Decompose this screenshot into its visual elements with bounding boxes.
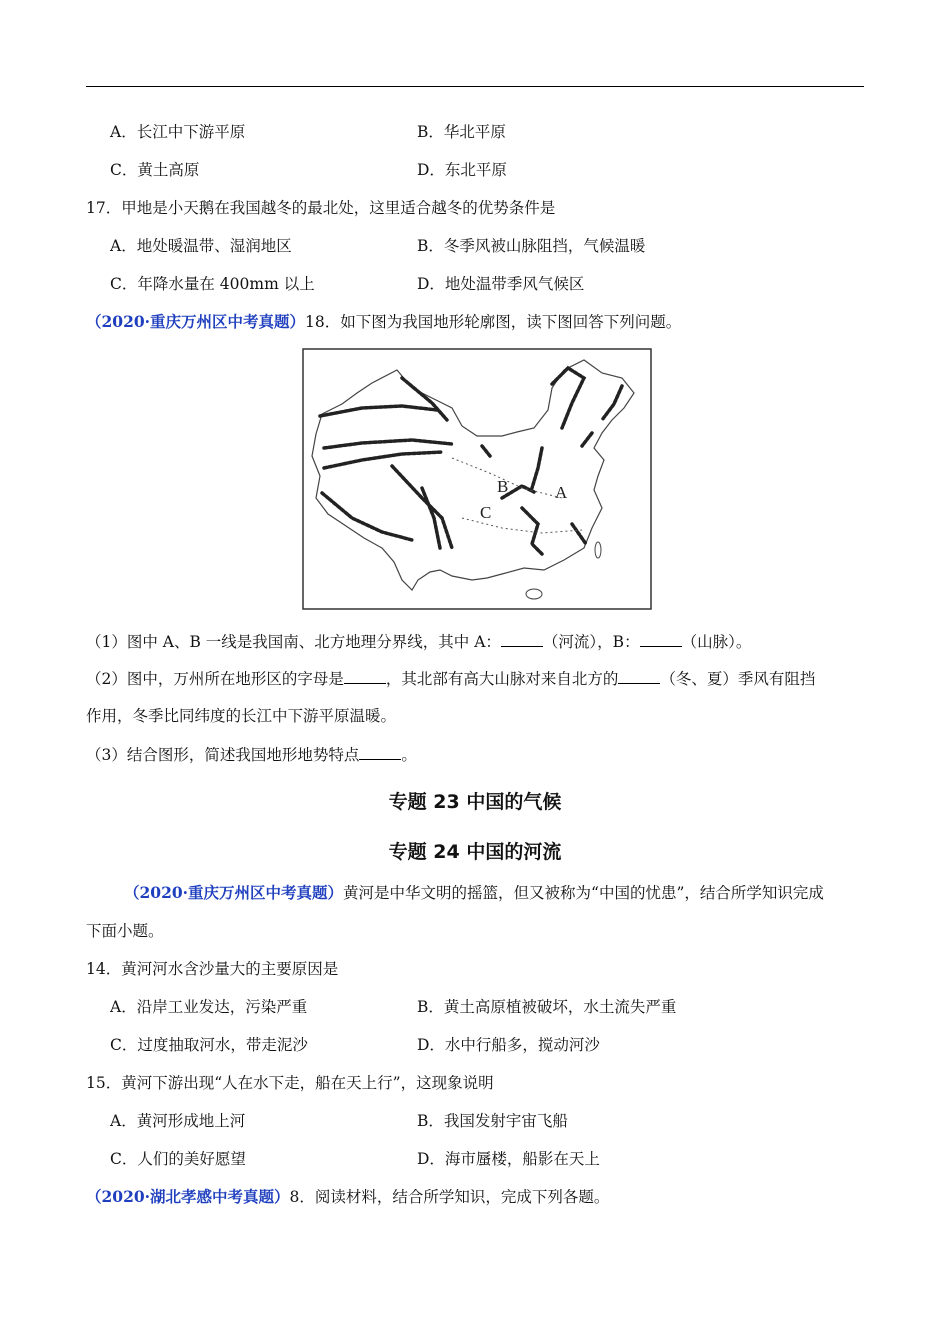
q14-option-d: D．水中行船多，搅动河沙 [417,1036,600,1054]
answer-blank-season[interactable] [618,669,660,684]
q14-option-a: A．沿岸工业发达，污染严重 [110,998,308,1016]
q14-option-c: C．过度抽取河水，带走泥沙 [110,1036,308,1054]
map-label-c: C [480,503,492,522]
q18-part2-cont: 作用，冬季比同纬度的长江中下游平原温暖。 [86,707,397,725]
q17-option-c: C．年降水量在 400mm 以上 [110,275,315,293]
map-label-a: A [555,483,568,502]
q18-part1 [86,632,751,652]
intro-paragraph-cont: 下面小题。 [86,922,164,940]
q18-part2 [86,669,815,689]
answer-blank-letter[interactable] [344,669,386,684]
map-label-b: B [497,477,509,496]
q18-part3-text-b: 。 [401,746,417,764]
q15-stem: 15．黄河下游出现“人在水下走，船在天上行”，这现象说明 [86,1074,494,1092]
q16-option-b: B．华北平原 [417,123,506,141]
answer-blank-river[interactable] [501,632,543,647]
q18-question [86,312,681,332]
china-terrain-map [302,348,652,610]
q18-part1-text-b: （河流），B： [542,633,640,651]
q14-stem: 14．黄河河水含沙量大的主要原因是 [86,960,339,978]
q18-part1-text-a: （1）图中 A、B 一线是我国南、北方地理分界线，其中 A： [86,633,501,651]
answer-blank-mountain[interactable] [640,632,682,647]
q8-stem: 8．阅读材料，结合所学知识，完成下列各题。 [289,1188,610,1206]
q18-stem: 18．如下图为我国地形轮廓图，读下图回答下列问题。 [305,313,682,331]
q15-option-a: A．黄河形成地上河 [110,1112,246,1130]
q17-option-d: D．地处温带季风气候区 [417,275,585,293]
q16-option-d: D．东北平原 [417,161,507,179]
q17-option-b: B．冬季风被山脉阻挡，气候温暖 [417,237,646,255]
q15-option-d: D．海市蜃楼，船影在天上 [417,1150,600,1168]
q18-part2-text-b: ，其北部有高大山脉对来自北方的 [385,670,619,688]
q18-part3-text-a: （3）结合图形，简述我国地形地势特点 [86,746,360,764]
q17-option-a: A．地处暖温带、湿润地区 [110,237,292,255]
q18-source: （2020·重庆万州区中考真题） [86,312,306,331]
intro-paragraph [124,883,824,903]
q8-question [86,1187,609,1207]
q16-option-a: A．长江中下游平原 [110,123,246,141]
q18-part3 [86,745,417,765]
q18-part2-text-c: （冬、夏）季风有阻挡 [660,670,816,688]
answer-blank-terrain[interactable] [359,745,401,760]
intro-text: 黄河是中华文明的摇篮，但又被称为“中国的忧患”，结合所学知识完成 [343,884,824,902]
q16-option-c: C．黄土高原 [110,161,200,179]
q15-option-c: C．人们的美好愿望 [110,1150,246,1168]
q15-option-b: B．我国发射宇宙飞船 [417,1112,568,1130]
section-heading-24: 专题 24 中国的河流 [388,841,562,863]
intro-source: （2020·重庆万州区中考真题） [124,883,344,902]
q14-option-b: B．黄土高原植被破坏，水土流失严重 [417,998,677,1016]
q17-stem: 17．甲地是小天鹅在我国越冬的最北处，这里适合越冬的优势条件是 [86,199,556,217]
header-rule [86,86,864,87]
section-heading-23: 专题 23 中国的气候 [388,791,562,813]
q18-part2-text-a: （2）图中，万州所在地形区的字母是 [86,670,344,688]
q8-source: （2020·湖北孝感中考真题） [86,1187,290,1206]
q18-part1-text-c: （山脉）。 [681,633,752,651]
